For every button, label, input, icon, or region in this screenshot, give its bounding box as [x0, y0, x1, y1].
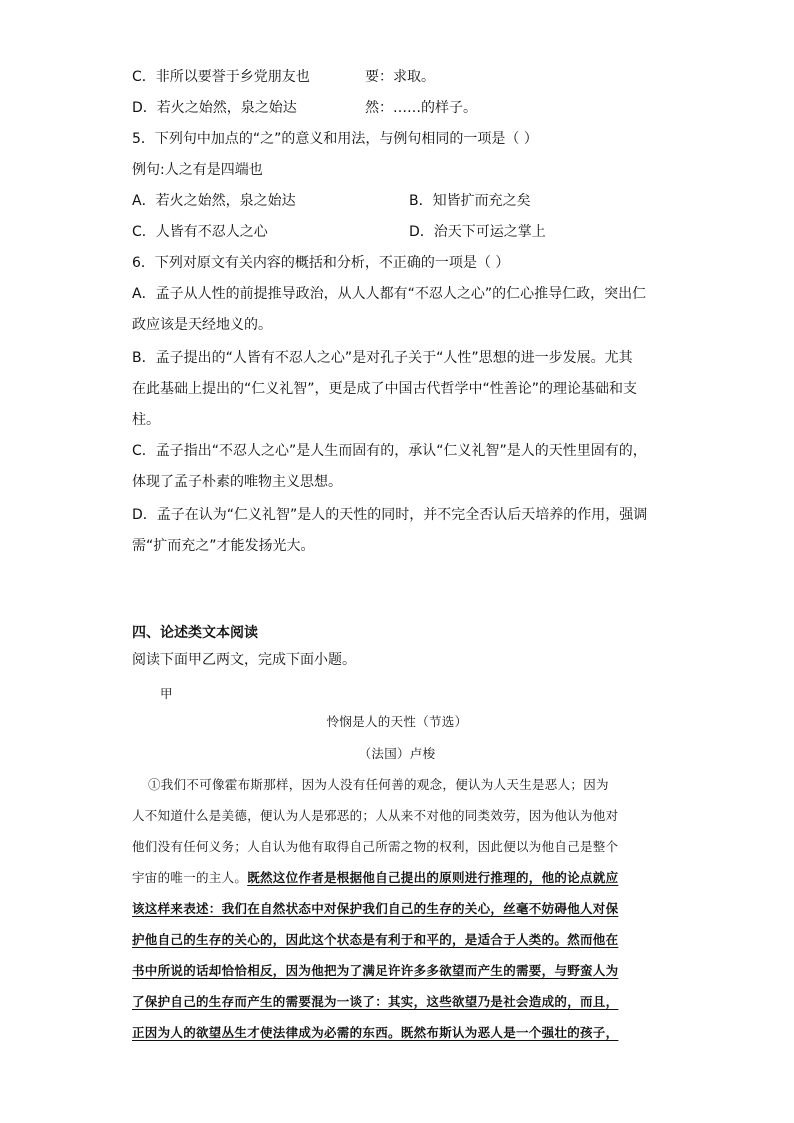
q5-stem: 5．下列句中加点的“之”的意义和用法，与例句相同的一项是（ ）	[132, 131, 538, 147]
article-underlined-line: 正因为人的欲望丛生才使法律成为必需的东西。既然布斯认为恶人是一个强壮的孩子，	[132, 1025, 619, 1040]
section-heading: 四、论述类文本阅读	[132, 625, 258, 641]
article-paragraph-line: 人不知道什么是美德，便认为人是邪恶的；人从来不对他的同类效劳，因为他认为他对	[132, 808, 619, 823]
q4-option-d-text: D．若火之始然，泉之始达	[132, 100, 297, 116]
q4-option-d	[132, 98, 477, 118]
article-paragraph-line	[132, 868, 618, 888]
q5-option-c: C．人皆有不忍人之心	[132, 224, 268, 240]
q6-option-d-line-2: 需“扩而充之”才能发扬光大。	[132, 538, 315, 554]
q5-option-a: A．若火之始然，泉之始达	[132, 193, 296, 209]
q5-example: 例句:人之有是四端也	[132, 162, 263, 178]
article-underlined-line: 护他自己的生存的关心的，因此这个状态是有利于和平的，是适合于人类的。然而他在	[132, 932, 619, 947]
article-title: 怜悯是人的天性（节选）	[326, 714, 468, 729]
q6-option-b-line-2: 在此基础上提出的“仁义礼智”，更是成了中国古代哲学中“性善论”的理论基础和支	[132, 381, 638, 397]
article-underlined-line: 书中所说的话却恰恰相反，因为他把为了满足许许多多欲望而产生的需要，与野蛮人为	[132, 963, 619, 978]
article-underlined-line: 该这样来表述：我们在自然状态中对保护我们自己的生存的关心，丝毫不妨碍他人对保	[132, 901, 619, 916]
q6-option-c-line-2: 体现了孟子朴素的唯物主义思想。	[132, 474, 342, 490]
article-author: （法国）卢梭	[358, 746, 436, 761]
text-label-jia: 甲	[160, 686, 173, 701]
q6-option-d-line-1: D．孟子在认为“仁义礼智”是人的天性的同时，并不完全否认后天培养的作用，强调	[132, 507, 648, 523]
article-underlined-text: 既然这位作者是根据他自己提出的原则进行推理的，他的论点就应	[247, 870, 619, 885]
article-underlined-line: 了保护自己的生存而产生的需要混为一谈了：其实，这些欲望乃是社会造成的，而且，	[132, 994, 619, 1009]
q4-option-c-text: C．非所以要誉于乡党朋友也	[132, 69, 310, 85]
q5-option-d: D．治天下可运之掌上	[409, 224, 546, 240]
q6-option-a-line-2: 政应该是天经地义的。	[132, 317, 272, 333]
q4-option-d-gloss: 然：……的样子。	[365, 100, 477, 116]
q6-option-b-line-3: 柱。	[132, 412, 160, 428]
q5-option-b: B．知皆扩而充之矣	[409, 193, 531, 209]
article-paragraph-line: ①我们不可像霍布斯那样，因为人没有任何善的观念，便认为人天生是恶人；因为	[148, 777, 609, 792]
article-text: 宇宙的唯一的主人。	[132, 870, 248, 885]
q6-option-c-line-1: C．孟子指出“不忍人之心”是人生而固有的，承认“仁义礼智”是人的天性里固有的，	[132, 443, 647, 459]
q5-options-row-2	[132, 222, 546, 242]
article-paragraph-line: 他们没有任何义务；人自认为他有取得自己所需之物的权利，因此便以为他自己是整个	[132, 839, 619, 854]
q6-stem: 6．下列对原文有关内容的概括和分析，不正确的一项是（ ）	[132, 255, 510, 271]
q4-option-c-gloss: 要：求取。	[365, 69, 435, 85]
q6-option-a-line-1: A．孟子从人性的前提推导政治，从人人都有“不忍人之心”的仁心推导仁政，突出仁	[132, 286, 647, 302]
q6-option-b-line-1: B．孟子提出的“人皆有不忍人之心”是对孔子关于“人性”思想的进一步发展。尤其	[132, 350, 633, 366]
section-instruction: 阅读下面甲乙两文，完成下面小题。	[132, 652, 356, 668]
q5-options-row-1	[132, 191, 531, 211]
q4-option-c	[132, 67, 435, 87]
